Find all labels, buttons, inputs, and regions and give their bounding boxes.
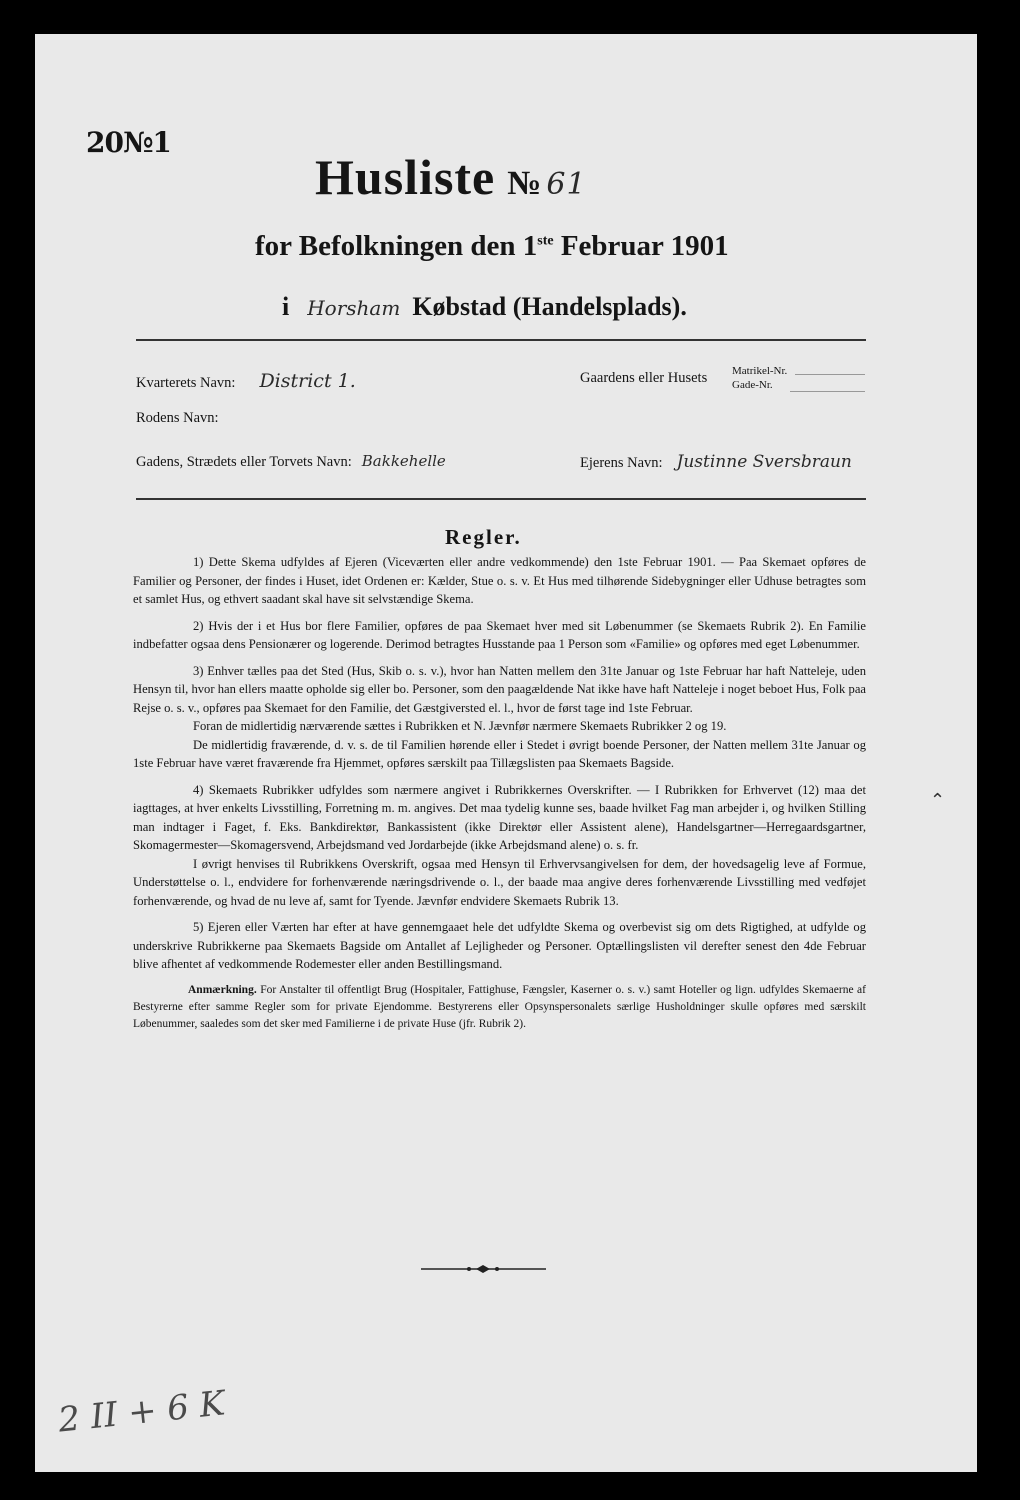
gade-field	[136, 452, 446, 471]
note-text: For Anstalter til offentligt Brug (Hospitaler, Fattighuse, Fængsler, Kaserner o. s. v.) samt Hoteller og lign. udfyldes Skemaerne af Bestyrerne efter samme Regler som for private Ejendomme. Bestyrerens eller Opsynspersonalets særlige Husholdninger skulle opføres med særskilt Løbenummer, saaledes som det sker med Familierne i de private Huse (jfr. Rubrik 2).	[133, 983, 866, 1030]
place-suffix: Købstad (Handelsplads).	[412, 292, 687, 321]
census-sup: ste	[537, 233, 554, 249]
census-line-b: Februar 1901	[553, 230, 729, 262]
top-divider	[136, 339, 866, 341]
roden-label: Rodens Navn:	[136, 410, 219, 426]
ornament-divider	[421, 1265, 546, 1273]
note-paragraph	[133, 982, 866, 1033]
bottom-divider	[136, 498, 866, 500]
matrikel-label: Matrikel-Nr.	[732, 365, 788, 377]
kvarter-field	[136, 370, 356, 392]
gade-nr-label: Gade-Nr.	[732, 379, 773, 391]
ejer-label: Ejerens Navn:	[580, 455, 663, 471]
house-number: 61	[546, 167, 587, 202]
place-handwritten: Horsham	[307, 296, 401, 320]
note-label: Anmærkning.	[188, 983, 257, 996]
town-line	[282, 292, 687, 322]
kvarter-value: District 1.	[259, 370, 356, 392]
number-sign: №	[507, 165, 543, 202]
rule-3: 3) Enhver tælles paa det Sted (Hus, Skib o. s. v.), hvor han Natten mellem den 31te Januar og 1ste Februar har haft Natteleje, uden Hensyn til, hvor han ellers maatte opholde sig eller bo. Personer, som den paagældende Nat ikke have haft Natteleje i noget beboet Hus, Folk paa Rejse o. s. v., opføres paa Skemaet for den Familie, det Gæstgiversted el. l., hvor de først tage ind 1ste Februar.	[133, 663, 866, 715]
rules-body	[133, 553, 866, 1041]
census-line-a: for Befolkningen den 1	[255, 230, 538, 262]
archive-stamp: 20№1	[86, 126, 171, 159]
place-prefix: i	[282, 292, 290, 321]
title-text: Husliste	[315, 149, 496, 205]
gade-label: Gadens, Strædets eller Torvets Navn:	[136, 454, 352, 470]
pencil-annotation: 2 II + 6 K	[56, 1383, 227, 1441]
ejer-field	[580, 452, 852, 472]
census-date-line	[255, 230, 729, 263]
gaard-label: Gaardens eller Husets	[580, 370, 708, 386]
rules-heading: Regler.	[445, 525, 522, 549]
margin-mark: ⌃	[930, 790, 946, 811]
rule-4b: I øvrigt henvises til Rubrikkens Overskrift, ogsaa med Hensyn til Erhvervsangivelsen for dem, der hovedsagelig leve af Formue, Understøttelse o. l., endvidere for forhenværende næringsdrivende o. l., der baade maa angive deres forhenværende Livsstilling med vedføjet forhenværende, og hvad de nu leve af, samt for Tyende. Jævnfør endvidere Skemaets Rubrik 13.	[133, 856, 866, 908]
roden-field	[136, 410, 219, 427]
rule-3c: De midlertidig fraværende, d. v. s. de til Familien hørende eller i Stedet i øvrigt boende Personer, der Natten mellem 31te Januar og 1ste Februar have været fraværende fra Hjemmet, opføres særskilt paa Tillægslisten paa Skemaets Bagside.	[133, 737, 866, 770]
rule-2: 2) Hvis der i et Hus bor flere Familier, opføres de paa Skemaet hver med sit Løbenummer (se Skemaets Rubrik 2). En Familie indbefatter ogsaa dens Pensionærer og logerende. Derimod betragtes Husstande paa 1 Person som «Familie» og opføres med eget Løbenummer.	[133, 618, 866, 651]
rule-5: 5) Ejeren eller Værten har efter at have gennemgaaet hele det udfyldte Skema og overbevist sig om dets Rigtighed, at udfylde og underskrive Rubrikkerne paa Skemaets Bagside om Antallet af Lejligheder og Personer. Optællingslisten vil derefter senest den 4de Februar blive afhentet af vedkommende Rodemester eller anden Bestillingsmand.	[133, 920, 866, 971]
gaard-sublabels	[732, 364, 787, 392]
rule-1: 1) Dette Skema udfyldes af Ejeren (Viceværten eller andre vedkommende) den 1ste Februar 1901. — Paa Skemaet opføres de Familier og Personer, der findes i Huset, idet Ordenen er: Kælder, Stue o. s. v. Et Hus med tilhørende Sidebygninger eller Udhuse betragtes som et samlet Hus, og ethvert saadant skal have sit selvstændige Skema.	[133, 555, 866, 606]
gade-nr-line	[790, 391, 865, 393]
rule-3b: Foran de midlertidig nærværende sættes i Rubrikken et N. Jævnfør nærmere Skemaets Rubrikker 2 og 19.	[193, 719, 727, 733]
matrikel-line	[795, 374, 865, 376]
kvarter-label: Kvarterets Navn:	[136, 375, 236, 391]
gade-value: Bakkehelle	[361, 452, 446, 470]
rule-4: 4) Skemaets Rubrikker udfyldes som nærmere angivet i Rubrikkernes Overskrifter. — I Rubrikken for Erhvervet (12) maa det iagttages, at hver enkelts Livsstilling, Forretning m. m. angives. Det maa tydelig kunne ses, baade hvilket Fag man arbejder i, og hvilken Stilling man indtager i Faget, f. Eks. Bankdirektør, Bankassistent (ikke Direktør eller Assistent alene), Handelsgartner—Herregaardsgartner, Skomagermester—Skomagersvend, Arbejdsmand ved Jordarbejde (ikke Arbejdsmand alene) o. s. fr.	[133, 782, 866, 852]
ejer-value: Justinne Sversbraun	[676, 452, 852, 472]
page-title	[315, 148, 587, 206]
